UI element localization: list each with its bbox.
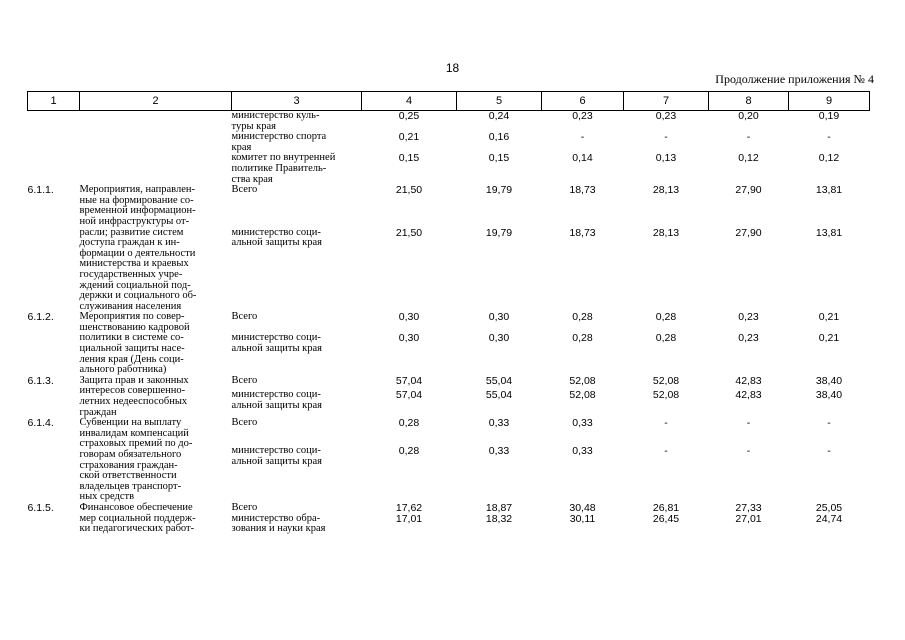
table-row (28, 153, 870, 185)
value-cell: 52,08 (569, 388, 596, 401)
value-cell: 0,28 (572, 311, 593, 324)
value-cell: 21,50 (395, 184, 423, 197)
value-cell: 42,83 (735, 388, 762, 401)
column-header: 9 (789, 92, 870, 111)
column-header: 7 (624, 92, 709, 111)
value-cell: 52,08 (569, 374, 596, 387)
value-cell: 13,81 (815, 184, 843, 197)
value-cell: 24,74 (815, 512, 843, 525)
value-cell: 28,13 (652, 226, 680, 239)
value-cell: 0,23 (572, 110, 593, 122)
value-cell: 17,62 (395, 501, 423, 514)
item-name: Защита прав и законных интересов совершенно- летних недееспособных граждан (79, 374, 189, 418)
item-code (28, 132, 80, 153)
value-cell: 0,28 (398, 445, 420, 458)
value-cell: 19,79 (485, 226, 513, 239)
value-cell: 27,90 (735, 184, 762, 197)
value-cell: - (827, 131, 831, 144)
value-cell: 42,83 (735, 374, 762, 387)
value-cell: - (664, 131, 668, 144)
budget-table (27, 91, 870, 535)
responsible-organization: Всего (231, 184, 258, 196)
value-cell: 0,28 (655, 311, 677, 324)
value-cell: 18,73 (569, 226, 596, 239)
value-cell: 0,19 (818, 110, 840, 122)
value-cell: 55,04 (485, 388, 513, 401)
column-header: 5 (457, 92, 542, 111)
table-header-row (28, 92, 870, 111)
value-cell: 13,81 (815, 226, 843, 239)
value-cell: 0,15 (488, 152, 510, 165)
value-cell: 0,23 (738, 332, 759, 345)
responsible-organization: министерство соци- альной защиты края (231, 226, 323, 249)
value-cell: 18,32 (485, 512, 513, 525)
item-name (80, 132, 232, 153)
value-cell: 0,30 (398, 332, 420, 345)
responsible-organization: Всего (231, 311, 258, 323)
column-header: 2 (80, 92, 232, 111)
value-cell: 0,21 (818, 311, 840, 324)
responsible-organization: министерство соци- альной защиты края (231, 388, 323, 411)
value-cell: 26,81 (652, 501, 680, 514)
value-cell: 0,33 (572, 445, 593, 458)
value-cell: 0,14 (572, 152, 593, 165)
responsible-organization: Всего (231, 417, 258, 429)
item-code: 6.1.5. (27, 501, 54, 514)
value-cell: 57,04 (395, 388, 423, 401)
responsible-organization: министерство обра- зования и науки края (231, 512, 326, 535)
value-cell: 0,13 (655, 152, 677, 165)
item-name: Мероприятия, направлен- ные на формирование со- временной информацион- ной инфраструктуры от- расли; развитие систем доступа граждан к ин- формации о деятельности министерства и краевых государственных учре- ждений социальной под- держки и социального об- служивания населения (79, 184, 197, 312)
value-cell: - (580, 131, 585, 144)
table-row (28, 312, 870, 333)
value-cell: 0,12 (738, 152, 759, 165)
value-cell: 25,05 (815, 501, 843, 514)
value-cell: 0,28 (398, 417, 420, 430)
value-cell: 0,21 (818, 332, 840, 345)
responsible-organization: Всего (231, 374, 258, 386)
value-cell: 0,21 (398, 131, 420, 144)
table-row (28, 418, 870, 446)
item-name (80, 111, 232, 133)
value-cell: - (746, 445, 751, 458)
value-cell: - (746, 417, 751, 430)
table-body (28, 111, 870, 535)
column-header: 8 (709, 92, 789, 111)
value-cell: 0,33 (572, 417, 593, 430)
value-cell: 21,50 (395, 226, 423, 239)
responsible-organization: комитет по внутренней политике Правитель- ства края (231, 152, 336, 185)
column-header: 3 (232, 92, 362, 111)
value-cell: 0,23 (738, 311, 759, 324)
value-cell: 0,30 (488, 311, 510, 324)
responsible-organization: министерство спорта края (231, 131, 327, 153)
value-cell: 26,45 (652, 512, 680, 525)
value-cell: - (827, 417, 831, 430)
column-header: 6 (542, 92, 624, 111)
value-cell: - (827, 445, 831, 458)
item-name: Субвенции на выплату инвалидам компенсаций страховых премий по до- говорам обязательного страхования граждан- ской ответственности владельцев транспорт- ных средств (79, 417, 193, 503)
value-cell: 57,04 (395, 374, 423, 387)
value-cell: - (664, 445, 668, 458)
value-cell: 0,33 (488, 417, 510, 430)
value-cell: 0,23 (655, 110, 677, 122)
table-row (28, 185, 870, 227)
value-cell: 0,15 (398, 152, 420, 165)
value-cell: - (664, 417, 668, 430)
responsible-organization: министерство соци- альной защиты края (231, 445, 323, 468)
value-cell: 30,11 (569, 512, 596, 525)
value-cell: 18,73 (569, 184, 596, 197)
responsible-organization: Всего (231, 501, 258, 513)
responsible-organization: министерство куль- туры края (231, 110, 320, 132)
value-cell: 0,30 (488, 332, 510, 345)
value-cell: 0,28 (655, 332, 677, 345)
item-code (28, 111, 80, 133)
value-cell: 0,30 (398, 311, 420, 324)
value-cell: 27,01 (735, 512, 762, 525)
table-row (28, 132, 870, 153)
table-row (28, 503, 870, 514)
value-cell: 18,87 (485, 501, 513, 514)
column-header: 1 (28, 92, 80, 111)
value-cell: 0,12 (818, 152, 840, 165)
value-cell: 28,13 (652, 184, 680, 197)
table-row (28, 376, 870, 390)
value-cell: 27,33 (735, 501, 762, 514)
value-cell: 52,08 (652, 374, 680, 387)
value-cell: 52,08 (652, 388, 680, 401)
item-code (28, 153, 80, 185)
value-cell: 0,28 (572, 332, 593, 345)
item-name: Мероприятия по совер- шенствованию кадровой политики в системе со- циальной защиты насе- ления края (День соци- ального работника) (79, 311, 190, 376)
value-cell: 19,79 (485, 184, 513, 197)
table-row (28, 111, 870, 133)
value-cell: 0,33 (488, 445, 510, 458)
value-cell: 0,24 (488, 110, 510, 122)
value-cell: 30,48 (569, 501, 596, 514)
value-cell: 38,40 (815, 388, 843, 401)
item-name (80, 153, 232, 185)
value-cell: 17,01 (395, 512, 423, 525)
value-cell: 0,25 (398, 110, 420, 122)
value-cell: 27,90 (735, 226, 762, 239)
responsible-organization: министерство соци- альной защиты края (231, 332, 323, 355)
value-cell: 0,16 (488, 131, 510, 144)
item-code: 6.1.4. (27, 417, 54, 430)
page-number: 18 (445, 61, 460, 75)
appendix-continuation-note: Продолжение приложения № 4 (715, 72, 874, 86)
value-cell: 38,40 (815, 374, 843, 387)
item-code: 6.1.2. (27, 311, 54, 324)
item-name: Финансовое обеспечение мер социальной поддерж- ки педагогических работ- (79, 501, 196, 535)
item-code: 6.1.1. (27, 184, 54, 197)
value-cell: 0,20 (738, 110, 759, 122)
value-cell: - (746, 131, 751, 144)
item-code: 6.1.3. (27, 374, 54, 387)
column-header: 4 (362, 92, 457, 111)
value-cell: 55,04 (485, 374, 513, 387)
